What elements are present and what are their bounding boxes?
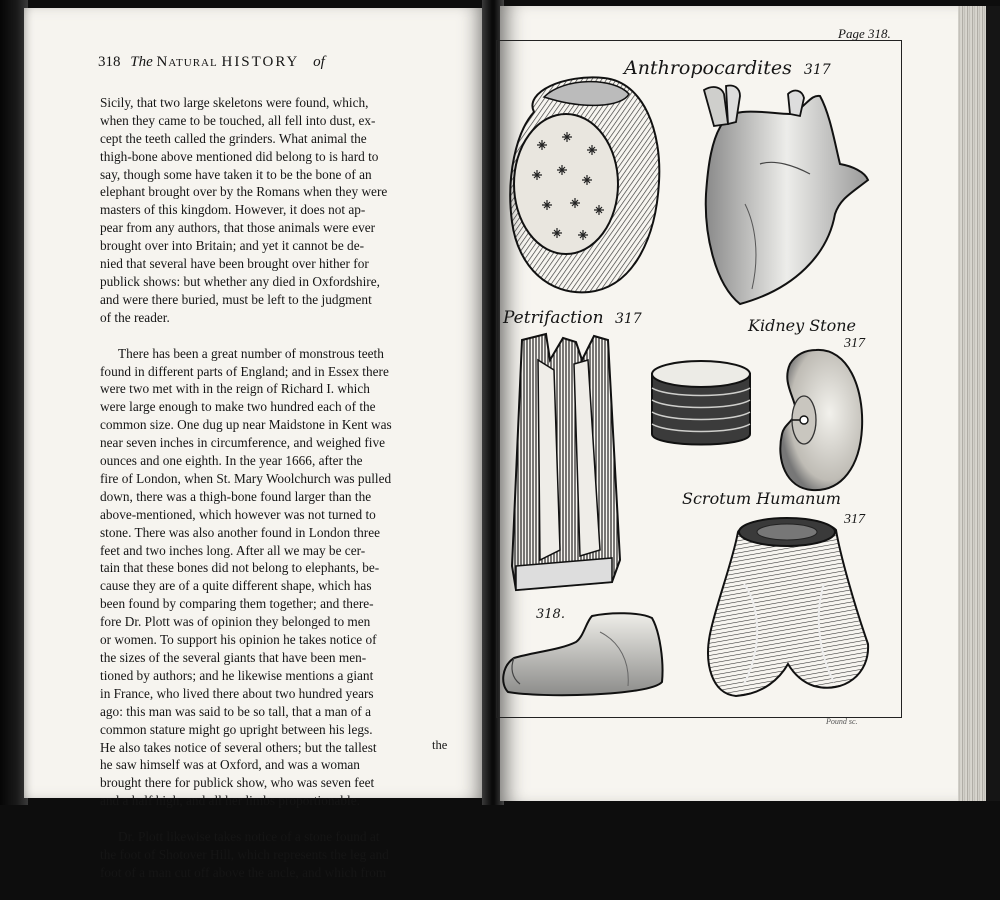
label-anthropocardites-num: 317 xyxy=(803,62,831,78)
figure-kidney-stone xyxy=(776,348,864,492)
label-petrifaction-text: Petrifaction xyxy=(503,308,604,328)
engraver-credit: Pound sc. xyxy=(826,717,858,726)
running-head-the: The xyxy=(130,54,153,70)
label-foot-number: 318. xyxy=(536,607,565,622)
catchword: the xyxy=(432,738,448,752)
figure-heart-stone xyxy=(700,84,870,306)
body-text xyxy=(100,76,456,900)
paragraph-1: Sicily, that two large skeletons were found, which, when they came to be touched, all fell into dust, ex- cept the teeth called the grinders. What animal the thigh-bone above mentioned did belong to is hard to say, though some have taken it to be the bone of an elephant brought over by the Romans when they were masters of this kingdom. However, it does not ap- pear from any authors, that those animals were ever brought over into Britain; and yet it cannot be de- nied that several have been brought over hither for publick shows: but whether any died in Oxfordshire, and were there buried, must be left to the judgment of the reader. xyxy=(100,94,388,325)
paragraph-3: Dr. Plott likewise takes notice of a stone found at the foot of Shotover Hill, which represents the leg and foot of a man cut off above the ancle, and which from xyxy=(100,829,389,880)
running-head-history: HISTORY xyxy=(221,54,300,70)
figure-cylinder-stone xyxy=(648,356,754,454)
figure-petrifaction xyxy=(508,330,628,598)
running-head-natural: Natural xyxy=(156,54,218,70)
figure-scrotum-stone xyxy=(704,514,872,700)
label-kidney-stone-num: 317 xyxy=(844,336,865,351)
label-scrotum-humanum-num: 317 xyxy=(844,512,865,527)
figure-star-stone xyxy=(504,72,664,298)
label-petrifaction-num: 317 xyxy=(614,311,642,327)
figure-petrified-foot xyxy=(500,612,666,698)
label-scrotum-humanum: Scrotum Humanum xyxy=(682,489,841,508)
running-head-of: of xyxy=(313,54,325,70)
paragraph-2: There has been a great number of monstrous teeth found in different parts of England; and in Essex there were two met with in the reign of Richard I. which were large enough to make two hundred each of the common size. One dug up near Maidstone in Kent was near seven inches in circumference, and weighed five ounces and one eighth. In the year 1666, after the fire of London, when St. Mary Woolchurch was pulled down, there was a thigh-bone found larger than the above-mentioned, which however was not turned to stone. There was also another found in London three feet and two inches long. After all we may be cer- tain that these bones did not belong to elephants, be- cause they are of a quite different shape, which has been found by comparing them together; and there- fore Dr. Plott was of opinion they belonged to men or women. To support his opinion he takes notice of the sizes of the several giants that have been men- tioned by authors; and he likewise mentions a giant in France, who lived there about two hundred years ago: this man was said to be so tall, that a man of a common stature might go upright between his legs. He also takes notice of several others; but the tallest he saw himself was at Oxford, and was a woman brought there for publick show, who was seven feet and a half high, and all her limbs proportionable. xyxy=(100,345,392,809)
label-kidney-stone: Kidney Stone xyxy=(748,316,857,335)
page-edges xyxy=(958,6,1000,801)
running-head xyxy=(98,54,325,71)
page-number: 318 xyxy=(98,54,121,70)
label-anthropocardites-text: Anthropocardites xyxy=(624,57,792,79)
plate-page-number: Page 318. xyxy=(838,26,891,41)
label-petrifaction xyxy=(503,308,642,328)
